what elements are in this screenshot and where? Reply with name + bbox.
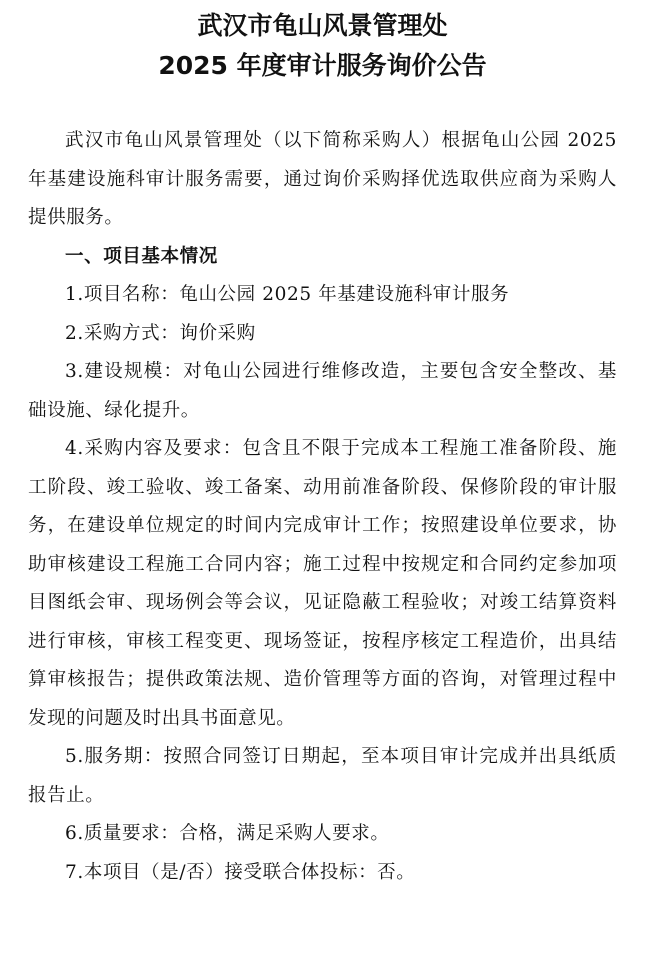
section-heading-basic-info: 一、项目基本情况 <box>65 245 218 267</box>
item-quality-requirement: 6.质量要求：合格，满足采购人要求。 <box>65 823 390 844</box>
item-consortium-bidding: 7.本项目（是/否）接受联合体投标：否。 <box>65 861 416 883</box>
document-body <box>28 122 617 892</box>
item-project-name: 1.项目名称：龟山公园 2025 年基建设施科审计服务 <box>65 284 510 305</box>
title-line-1: 武汉市龟山风景管理处 <box>197 11 448 40</box>
item-procurement-method: 2.采购方式：询价采购 <box>65 322 256 344</box>
item-construction-scale: 3.建设规模：对龟山公园进行维修改造，主要包含安全整改、基础设施、绿化提升。 <box>28 361 617 421</box>
item-service-period: 5.服务期：按照合同签订日期起，至本项目审计完成并出具纸质报告止。 <box>28 746 617 806</box>
intro-paragraph: 武汉市龟山风景管理处（以下简称采购人）根据龟山公园 2025 年基建设施科审计服务需要，通过询价采购择优选取供应商为采购人提供服务。 <box>28 130 617 228</box>
document-title <box>28 0 617 86</box>
item-procurement-content: 4.采购内容及要求：包含且不限于完成本工程施工准备阶段、施工阶段、竣工验收、竣工备案、动用前准备阶段、保修阶段的审计服务，在建设单位规定的时间内完成审计工作；按照建设单位要求，协助审核建设工程施工合同内容；施工过程中按规定和合同约定参加项目图纸会审、现场例会等会议，见证隐蔽工程验收；对竣工结算资料进行审核，审核工程变更、现场签证，按程序核定工程造价，出具结算审核报告；提供政策法规、造价管理等方面的咨询，对管理过程中发现的问题及时出具书面意见。 <box>28 438 617 729</box>
title-line-2: 2025 年度审计服务询价公告 <box>158 51 487 80</box>
